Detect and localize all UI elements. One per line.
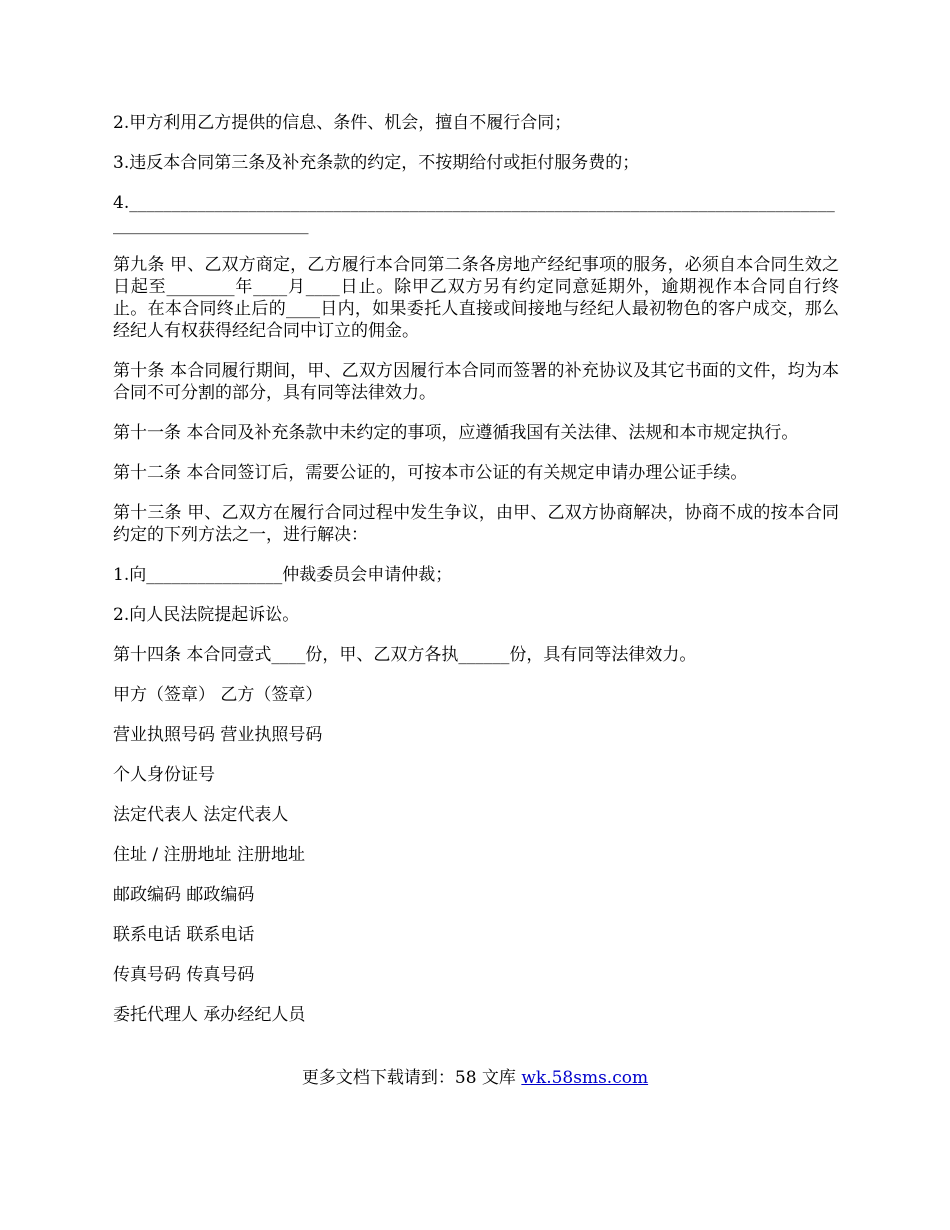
signature-parties: 甲方（签章） 乙方（签章）: [113, 685, 323, 705]
article-11: 第十一条 本合同及补充条款中未约定的事项，应遵循我国有关法律、法规和本市规定执行。: [113, 423, 799, 443]
clause-item-4-blank: 4.__________________________________________________________________________________________________________: [113, 193, 835, 235]
article-12: 第十二条 本合同签订后，需要公证的，可按本市公证的有关规定申请办理公证手续。: [113, 463, 748, 483]
phone-row: 联系电话 联系电话: [113, 925, 255, 945]
id-number-row: 个人身份证号: [113, 765, 215, 785]
agent-row: 委托代理人 承办经纪人员: [113, 1005, 306, 1025]
address-row: 住址 / 注册地址 注册地址: [113, 845, 305, 865]
footer: [0, 1067, 950, 1089]
article-14: 第十四条 本合同壹式____份，甲、乙双方各执______份，具有同等法律效力。: [113, 645, 697, 665]
clause-item-3: 3.违反本合同第三条及补充条款的约定，不按期给付或拒付服务费的；: [113, 153, 640, 173]
footer-text: 更多文档下载请到：58 文库: [301, 1068, 522, 1088]
article-9: 第九条 甲、乙双方商定，乙方履行本合同第二条各房地产经纪事项的服务，必须自本合同生效之日起至________年____月____日止。除甲乙双方另有约定同意延期外，逾期视作本合同自行终止。在本合同终止后的____日内，如果委托人直接或间接地与经纪人最初物色的客户成交，那么经纪人有权获得经纪合同中订立的佣金。: [113, 255, 839, 341]
dispute-option-litigation: 2.向人民法院提起诉讼。: [113, 605, 300, 625]
business-license-row: 营业执照号码 营业执照号码: [113, 725, 323, 745]
article-13: 第十三条 甲、乙双方在履行合同过程中发生争议，由甲、乙双方协商解决，协商不成的按本合同约定的下列方法之一，进行解决：: [113, 503, 839, 545]
article-10: 第十条 本合同履行期间，甲、乙双方因履行本合同而签署的补充协议及其它书面的文件，均为本合同不可分割的部分，具有同等法律效力。: [113, 361, 839, 403]
clause-item-2: 2.甲方利用乙方提供的信息、条件、机会，擅自不履行合同；: [113, 113, 572, 133]
legal-representative-row: 法定代表人 法定代表人: [113, 805, 289, 825]
fax-row: 传真号码 传真号码: [113, 965, 255, 985]
document-body: [113, 112, 839, 1044]
dispute-option-arbitration: 1.向________________仲裁委员会申请仲裁；: [113, 565, 453, 585]
footer-link[interactable]: wk.58sms.com: [521, 1068, 649, 1088]
postal-code-row: 邮政编码 邮政编码: [113, 885, 255, 905]
